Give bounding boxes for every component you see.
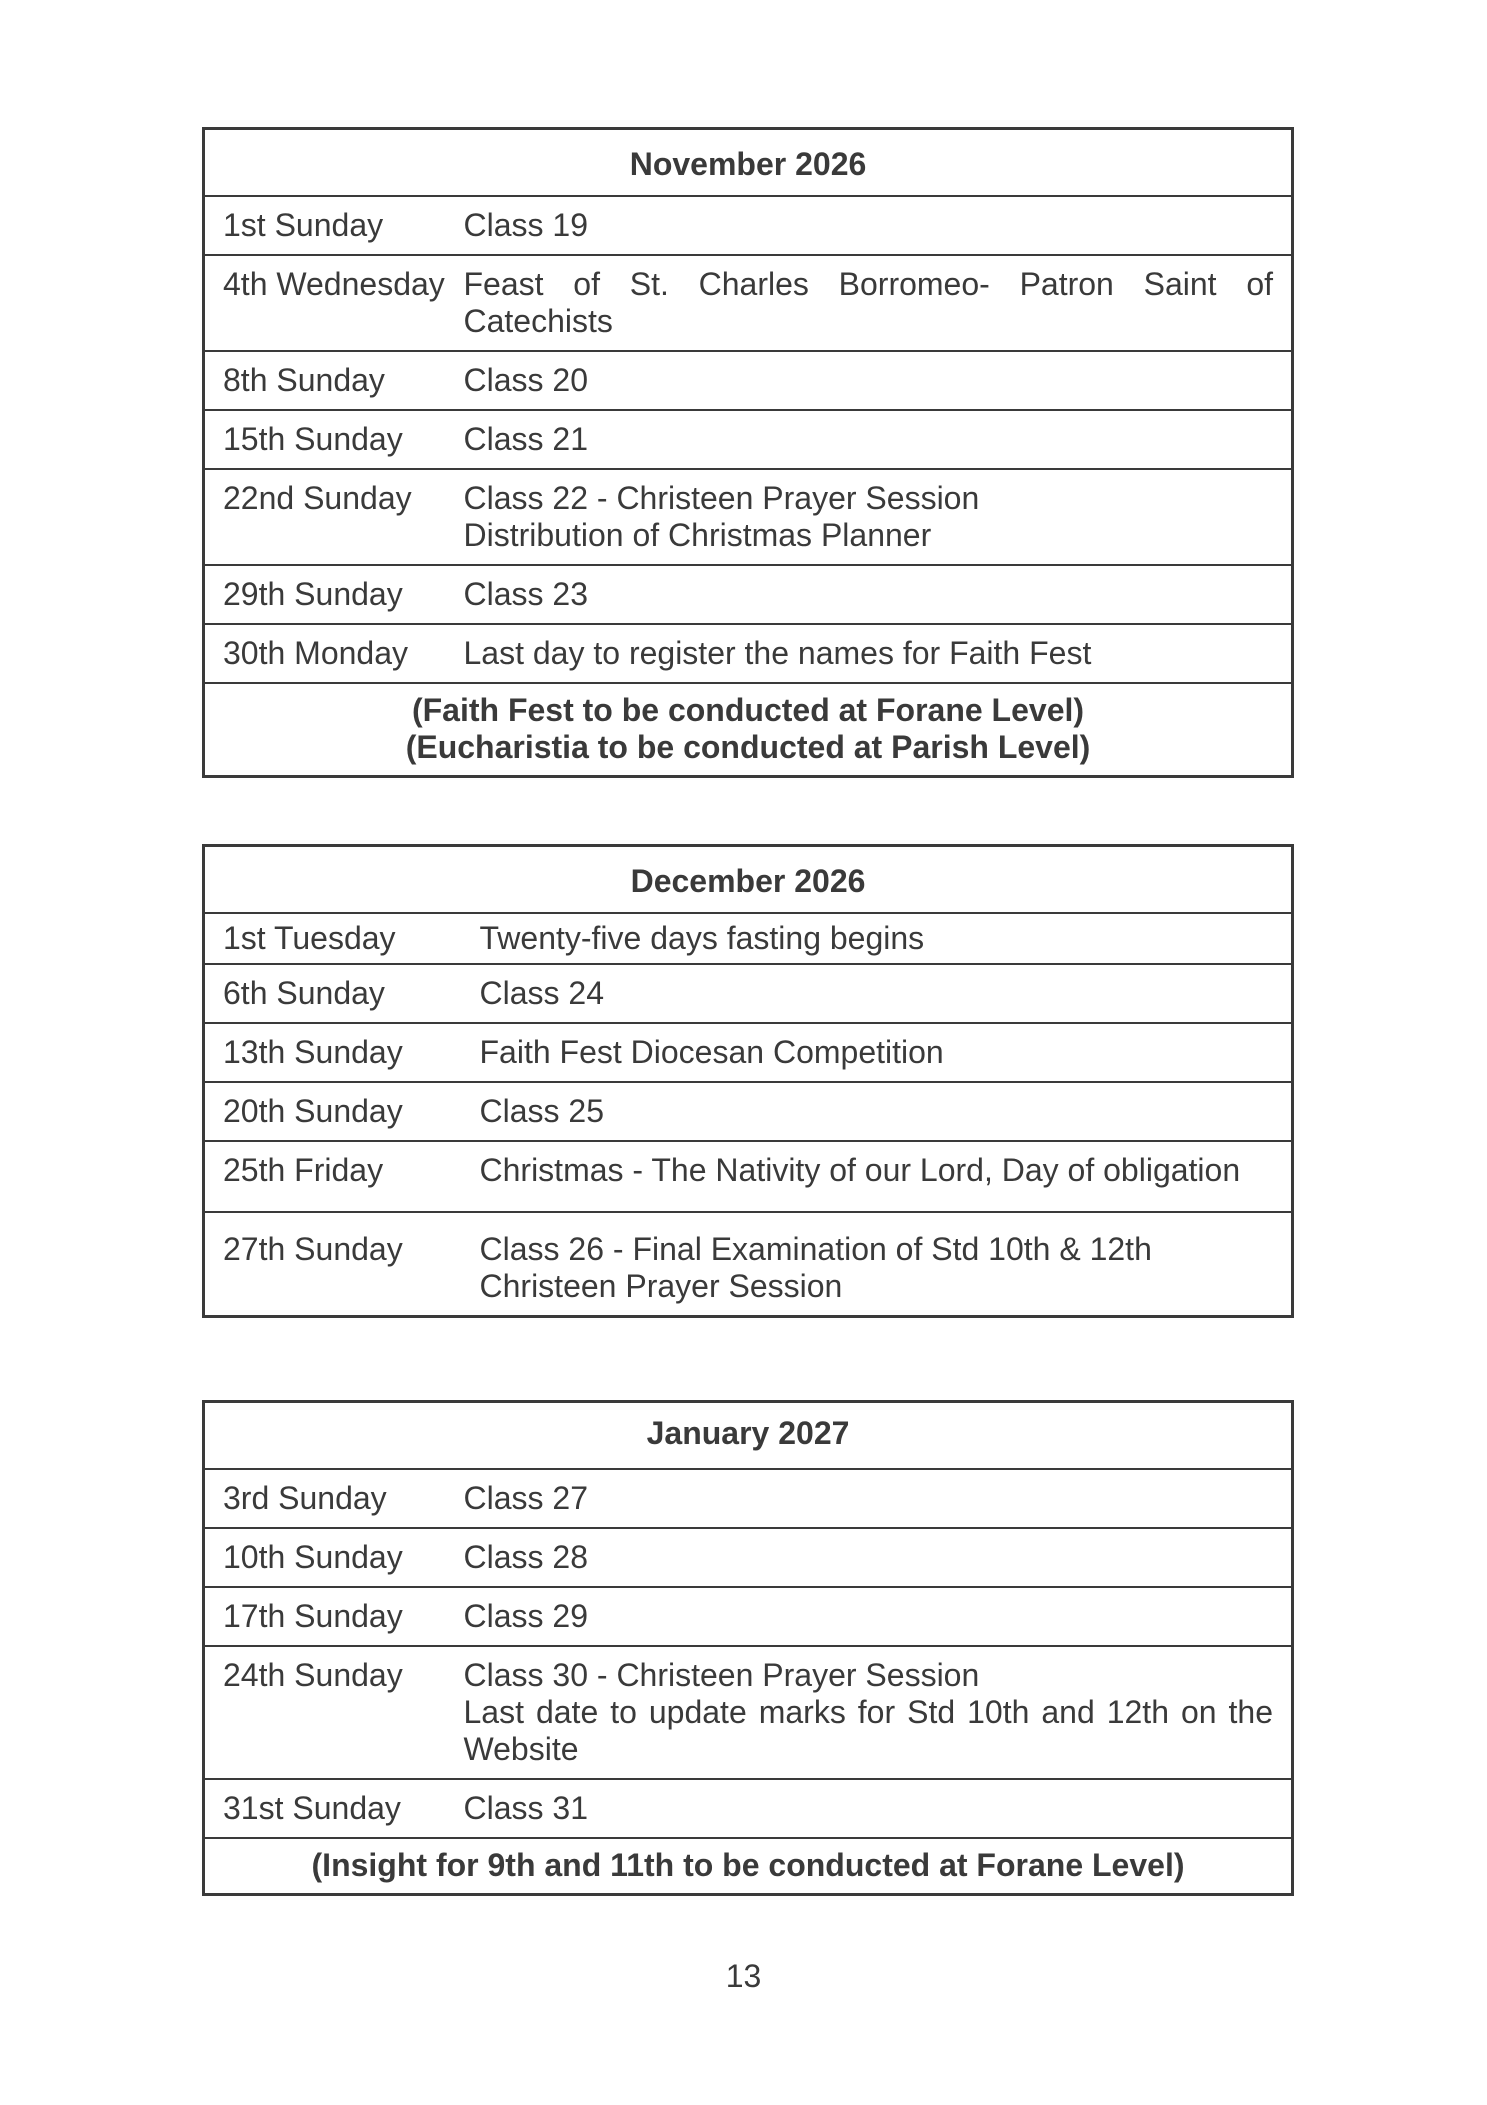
table-header-row (204, 846, 1293, 914)
event-line: Class 19 (463, 207, 588, 243)
event-line: Last day to register the names for Faith Fest (463, 635, 1092, 671)
day-cell: 20th Sunday (204, 1082, 474, 1141)
event-line: Class 25 (479, 1093, 604, 1129)
table-note-row (204, 1838, 1293, 1895)
event-line: Class 21 (463, 421, 588, 457)
event-line: Twenty-five days fasting begins (479, 920, 925, 956)
day-cell: 4th Wednesday (204, 255, 458, 351)
table-row (204, 1646, 1293, 1779)
event-line: Christeen Prayer Session (479, 1268, 843, 1304)
event-cell (458, 565, 1293, 624)
day-cell: 29th Sunday (204, 565, 458, 624)
january-2027-table (202, 1400, 1294, 1896)
table-row (204, 1469, 1293, 1528)
table-row (204, 469, 1293, 565)
event-cell (458, 196, 1293, 255)
day-cell: 17th Sunday (204, 1587, 458, 1646)
december-2026-table (202, 844, 1294, 1318)
table-row (204, 1212, 1293, 1317)
table-row (204, 255, 1293, 351)
event-line: Class 28 (463, 1539, 588, 1575)
day-cell: 30th Monday (204, 624, 458, 683)
day-cell: 31st Sunday (204, 1779, 458, 1838)
table-row (204, 410, 1293, 469)
event-line: Last date to update marks for Std 10th and 12th on the Website (463, 1694, 1273, 1767)
table-row (204, 1082, 1293, 1141)
month-title: November 2026 (204, 129, 1293, 197)
event-cell (458, 469, 1293, 565)
note-cell (204, 683, 1293, 777)
table-note-row (204, 683, 1293, 777)
event-cell (474, 1212, 1293, 1317)
event-line: Faith Fest Diocesan Competition (479, 1034, 944, 1070)
day-cell: 1st Tuesday (204, 913, 474, 964)
event-cell (458, 1528, 1293, 1587)
day-cell: 13th Sunday (204, 1023, 474, 1082)
table-header-row (204, 1402, 1293, 1470)
table-row (204, 1141, 1293, 1212)
day-cell: 25th Friday (204, 1141, 474, 1212)
month-title: December 2026 (204, 846, 1293, 914)
event-cell (458, 1779, 1293, 1838)
page-number: 13 (725, 1958, 762, 1994)
day-cell: 8th Sunday (204, 351, 458, 410)
event-line: Class 30 - Christeen Prayer Session (463, 1657, 980, 1693)
event-line: Class 20 (463, 362, 588, 398)
note-line: (Insight for 9th and 11th to be conducted at Forane Level) (311, 1847, 1185, 1883)
note-cell (204, 1838, 1293, 1895)
table-row (204, 196, 1293, 255)
event-cell (474, 1082, 1293, 1141)
day-cell: 3rd Sunday (204, 1469, 458, 1528)
table-row (204, 1528, 1293, 1587)
event-cell (474, 1023, 1293, 1082)
table-row (204, 565, 1293, 624)
day-cell: 22nd Sunday (204, 469, 458, 565)
day-cell: 6th Sunday (204, 964, 474, 1023)
table-row (204, 351, 1293, 410)
event-line: Class 22 - Christeen Prayer Session (463, 480, 980, 516)
event-line: Class 26 - Final Examination of Std 10th & 12th (479, 1231, 1152, 1267)
table-row (204, 624, 1293, 683)
event-cell (458, 1646, 1293, 1779)
event-cell (458, 255, 1293, 351)
day-cell: 1st Sunday (204, 196, 458, 255)
event-line: Feast of St. Charles Borromeo- Patron Saint of Catechists (463, 266, 1273, 339)
event-line: Class 23 (463, 576, 588, 612)
event-line: Class 29 (463, 1598, 588, 1634)
day-cell: 27th Sunday (204, 1212, 474, 1317)
event-line: Class 31 (463, 1790, 588, 1826)
table-row (204, 1587, 1293, 1646)
day-cell: 24th Sunday (204, 1646, 458, 1779)
note-line: (Eucharistia to be conducted at Parish Level) (405, 729, 1091, 765)
note-line: (Faith Fest to be conducted at Forane Level) (411, 692, 1085, 728)
event-cell (474, 913, 1293, 964)
event-line: Christmas - The Nativity of our Lord, Day of obligation (479, 1152, 1241, 1188)
event-cell (458, 624, 1293, 683)
table-row (204, 913, 1293, 964)
month-title: January 2027 (204, 1402, 1293, 1470)
event-cell (474, 964, 1293, 1023)
event-line: Class 24 (479, 975, 604, 1011)
event-line: Class 27 (463, 1480, 588, 1516)
event-line: Distribution of Christmas Planner (463, 517, 932, 553)
table-row (204, 1023, 1293, 1082)
event-cell (458, 410, 1293, 469)
table-row (204, 964, 1293, 1023)
event-cell (474, 1141, 1293, 1212)
event-cell (458, 351, 1293, 410)
event-cell (458, 1469, 1293, 1528)
day-cell: 15th Sunday (204, 410, 458, 469)
day-cell: 10th Sunday (204, 1528, 458, 1587)
event-cell (458, 1587, 1293, 1646)
november-2026-table (202, 127, 1294, 778)
table-header-row (204, 129, 1293, 197)
table-row (204, 1779, 1293, 1838)
